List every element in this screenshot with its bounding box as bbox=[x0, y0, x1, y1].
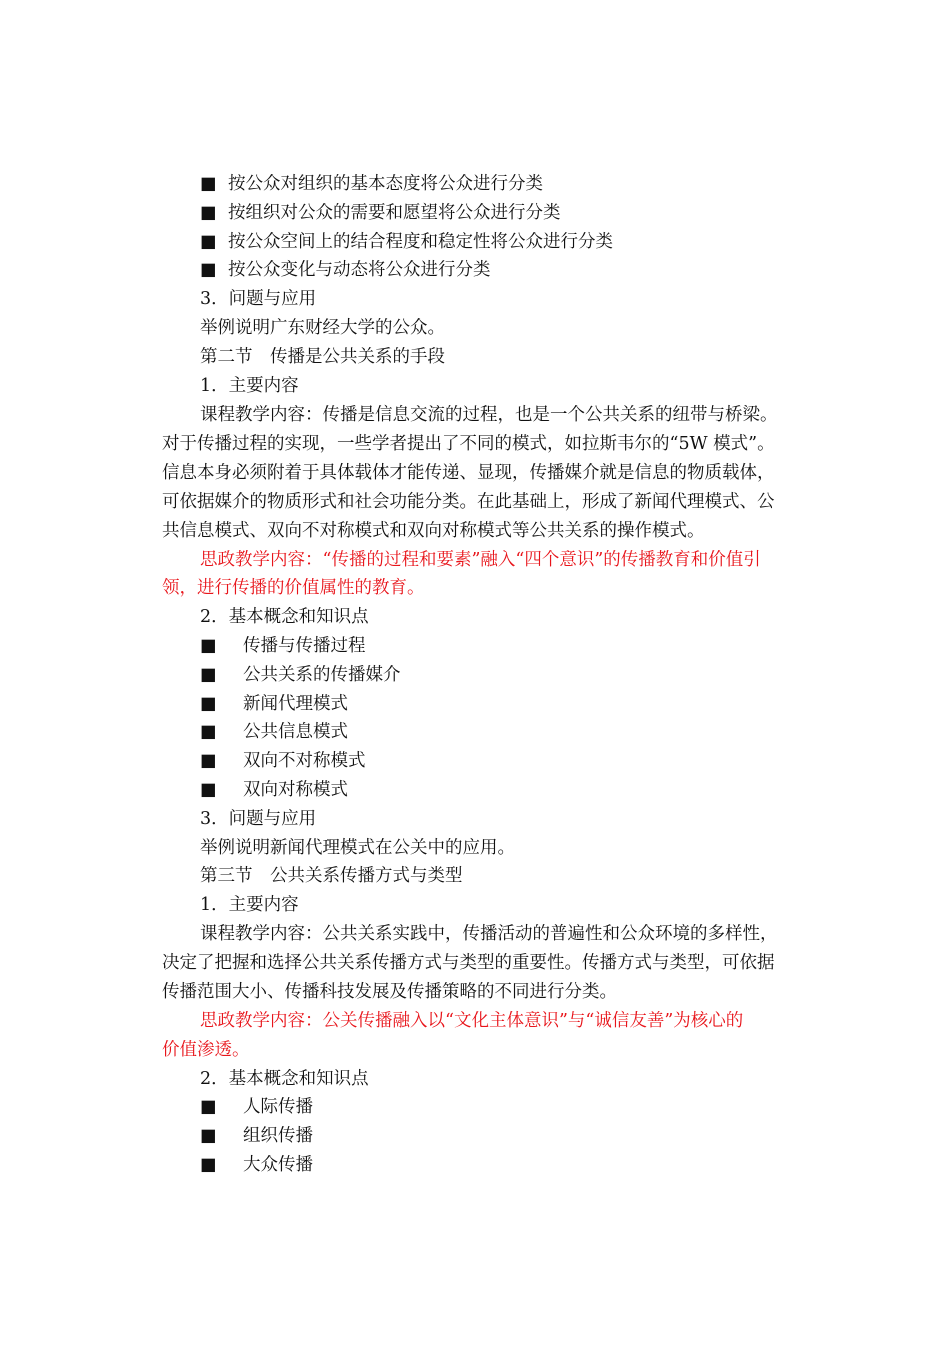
list-item: ■ 按公众变化与动态将公众进行分类 bbox=[200, 260, 491, 280]
list-item: ■ 公共信息模式 bbox=[200, 722, 348, 742]
ideology-line: 思政教学内容：公关传播融入以“文化主体意识”与“诚信友善”为核心的 bbox=[200, 1011, 744, 1031]
paragraph-line: 课程教学内容：传播是信息交流的过程，也是一个公共关系的纽带与桥梁。 bbox=[200, 405, 778, 425]
list-item: ■ 人际传播 bbox=[200, 1097, 313, 1117]
paragraph: 举例说明新闻代理模式在公关中的应用。 bbox=[200, 838, 515, 858]
subheading: 1．主要内容 bbox=[200, 376, 299, 396]
bullet-icon: ■ bbox=[200, 1126, 217, 1146]
bullet-icon: ■ bbox=[200, 665, 217, 685]
bullet-icon: ■ bbox=[200, 260, 217, 280]
paragraph-line: 对于传播过程的实现，一些学者提出了不同的模式，如拉斯韦尔的“5W 模式”。 bbox=[162, 434, 775, 454]
bullet-icon: ■ bbox=[200, 636, 217, 656]
bullet-icon: ■ bbox=[200, 1155, 217, 1175]
section-title: 第二节 传播是公共关系的手段 bbox=[200, 347, 445, 367]
ideology-line: 思政教学内容：“传播的过程和要素”融入“四个意识”的传播教育和价值引 bbox=[200, 550, 761, 570]
list-item: ■ 公共关系的传播媒介 bbox=[200, 665, 401, 685]
ideology-line: 领，进行传播的价值属性的教育。 bbox=[162, 578, 425, 598]
bullet-icon: ■ bbox=[200, 780, 217, 800]
paragraph-line: 传播范围大小、传播科技发展及传播策略的不同进行分类。 bbox=[162, 982, 617, 1002]
section-title: 第三节 公共关系传播方式与类型 bbox=[200, 866, 463, 886]
list-item: ■ 按组织对公众的需要和愿望将公众进行分类 bbox=[200, 203, 561, 223]
list-item: ■ 按公众空间上的结合程度和稳定性将公众进行分类 bbox=[200, 232, 613, 252]
ideology-line: 价值渗透。 bbox=[162, 1040, 250, 1060]
list-item: ■ 大众传播 bbox=[200, 1155, 313, 1175]
list-item: ■ 新闻代理模式 bbox=[200, 694, 348, 714]
paragraph-line: 共信息模式、双向不对称模式和双向对称模式等公共关系的操作模式。 bbox=[162, 521, 705, 541]
bullet-icon: ■ bbox=[200, 751, 217, 771]
bullet-icon: ■ bbox=[200, 232, 217, 252]
paragraph-line: 课程教学内容：公共关系实践中，传播活动的普遍性和公众环境的多样性， bbox=[200, 924, 778, 944]
subheading: 2．基本概念和知识点 bbox=[200, 1069, 369, 1089]
list-item: ■ 组织传播 bbox=[200, 1126, 313, 1146]
subheading: 2．基本概念和知识点 bbox=[200, 607, 369, 627]
bullet-icon: ■ bbox=[200, 203, 217, 223]
bullet-icon: ■ bbox=[200, 1097, 217, 1117]
paragraph-line: 可依据媒介的物质形式和社会功能分类。在此基础上，形成了新闻代理模式、公 bbox=[162, 492, 775, 512]
bullet-icon: ■ bbox=[200, 174, 217, 194]
bullet-icon: ■ bbox=[200, 722, 217, 742]
list-item: ■ 双向不对称模式 bbox=[200, 751, 366, 771]
subheading: 3．问题与应用 bbox=[200, 289, 317, 309]
paragraph-line: 决定了把握和选择公共关系传播方式与类型的重要性。传播方式与类型，可依据 bbox=[162, 953, 775, 973]
list-item: ■ 双向对称模式 bbox=[200, 780, 348, 800]
list-item: ■ 传播与传播过程 bbox=[200, 636, 366, 656]
paragraph: 举例说明广东财经大学的公众。 bbox=[200, 318, 445, 338]
paragraph-line: 信息本身必须附着于具体载体才能传递、显现，传播媒介就是信息的物质载体， bbox=[162, 463, 775, 483]
bullet-icon: ■ bbox=[200, 694, 217, 714]
subheading: 1．主要内容 bbox=[200, 895, 299, 915]
subheading: 3．问题与应用 bbox=[200, 809, 317, 829]
list-item: ■ 按公众对组织的基本态度将公众进行分类 bbox=[200, 174, 543, 194]
